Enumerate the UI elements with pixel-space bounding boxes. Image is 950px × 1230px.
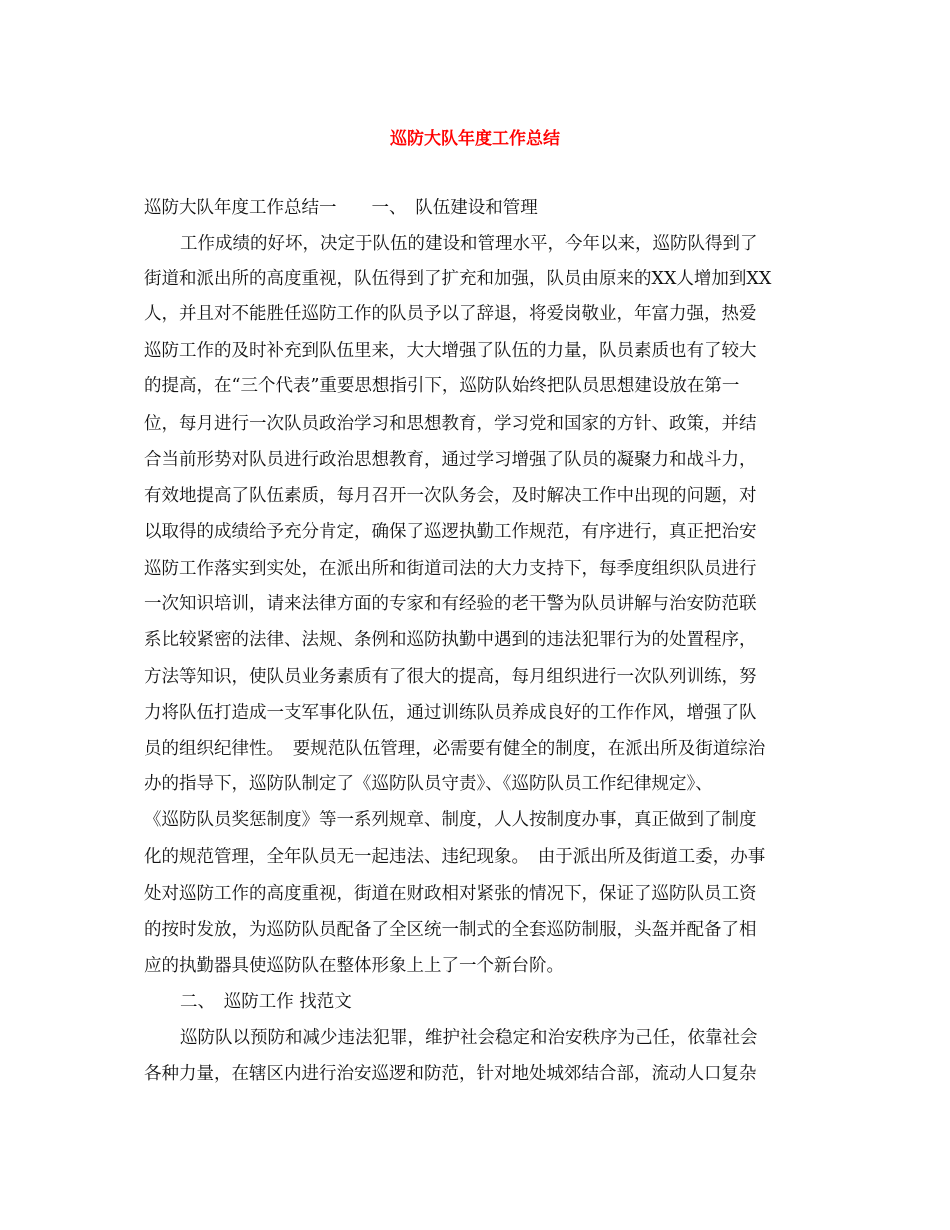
paragraph-line: 员的组织纪律性。 要规范队伍管理，必需要有健全的制度，在派出所及街道综治: [144, 739, 766, 759]
paragraph-line: 工作成绩的好坏，决定于队伍的建设和管理水平，今年以来，巡防队得到了: [180, 234, 758, 254]
paragraph-line: 一次知识培训，请来法律方面的专家和有经验的老干警为队员讲解与治安防范联: [144, 594, 757, 614]
paragraph-line: 巡防工作的及时补充到队伍里来，大大增强了队伍的力量，队员素质也有了较大: [144, 341, 757, 361]
paragraph-line: 各种力量，在辖区内进行治安巡逻和防范，针对地处城郊结合部，流动人口复杂: [144, 1064, 757, 1084]
paragraph-line: 应的执勤器具使巡防队在整体形象上上了一个新台阶。: [144, 956, 564, 976]
section-heading: 二、 巡防工作 找范文: [180, 992, 352, 1012]
paragraph-line: 系比较紧密的法律、法规、条例和巡防执勤中遇到的违法犯罪行为的处置程序，: [144, 630, 757, 650]
paragraph-line: 巡防队以预防和减少违法犯罪，维护社会稳定和治安秩序为己任，依靠社会: [180, 1028, 758, 1048]
paragraph-line: 人，并且对不能胜任巡防工作的队员予以了辞退，将爱岗敬业，年富力强，热爱: [144, 304, 757, 324]
paragraph-line: 位，每月进行一次队员政治学习和思想教育，学习党和国家的方针、政策，并结: [144, 414, 757, 434]
paragraph-line: 方法等知识，使队员业务素质有了很大的提高，每月组织进行一次队列训练，努: [144, 667, 757, 687]
document-title: 巡防大队年度工作总结: [390, 129, 560, 149]
paragraph-line: 街道和派出所的高度重视，队伍得到了扩充和加强，队员由原来的XX人增加到XX: [144, 269, 772, 289]
paragraph-line: 处对巡防工作的高度重视，街道在财政相对紧张的情况下，保证了巡防队员工资: [144, 884, 757, 904]
paragraph-line: 化的规范管理，全年队员无一起违法、违纪现象。 由于派出所及街道工委，办事: [144, 847, 766, 867]
paragraph-line: 巡防工作落实到实处，在派出所和街道司法的大力支持下，每季度组织队员进行: [144, 559, 757, 579]
paragraph-line: 的提高，在“三个代表”重要思想指引下，巡防队始终把队员思想建设放在第一: [144, 376, 740, 396]
paragraph-line: 以取得的成绩给予充分肯定，确保了巡逻执勤工作规范，有序进行，真正把治安: [144, 522, 757, 542]
paragraph-line: 的按时发放，为巡防队员配备了全区统一制式的全套巡防制服，头盔并配备了相: [144, 920, 757, 940]
paragraph-line: 有效地提高了队伍素质，每月召开一次队务会，及时解决工作中出现的问题，对: [144, 486, 757, 506]
paragraph-line: 《巡防队员奖惩制度》等一系列规章、制度，人人按制度办事，真正做到了制度: [144, 810, 757, 830]
paragraph-line: 力将队伍打造成一支军事化队伍，通过训练队员养成良好的工作作风，增强了队: [144, 703, 757, 723]
paragraph-line: 巡防大队年度工作总结一 一、 队伍建设和管理: [144, 198, 538, 218]
paragraph-line: 办的指导下，巡防队制定了《巡防队员守责》、《巡防队员工作纪律规定》、: [144, 774, 713, 794]
paragraph-line: 合当前形势对队员进行政治思想教育，通过学习增强了队员的凝聚力和战斗力，: [144, 450, 757, 470]
